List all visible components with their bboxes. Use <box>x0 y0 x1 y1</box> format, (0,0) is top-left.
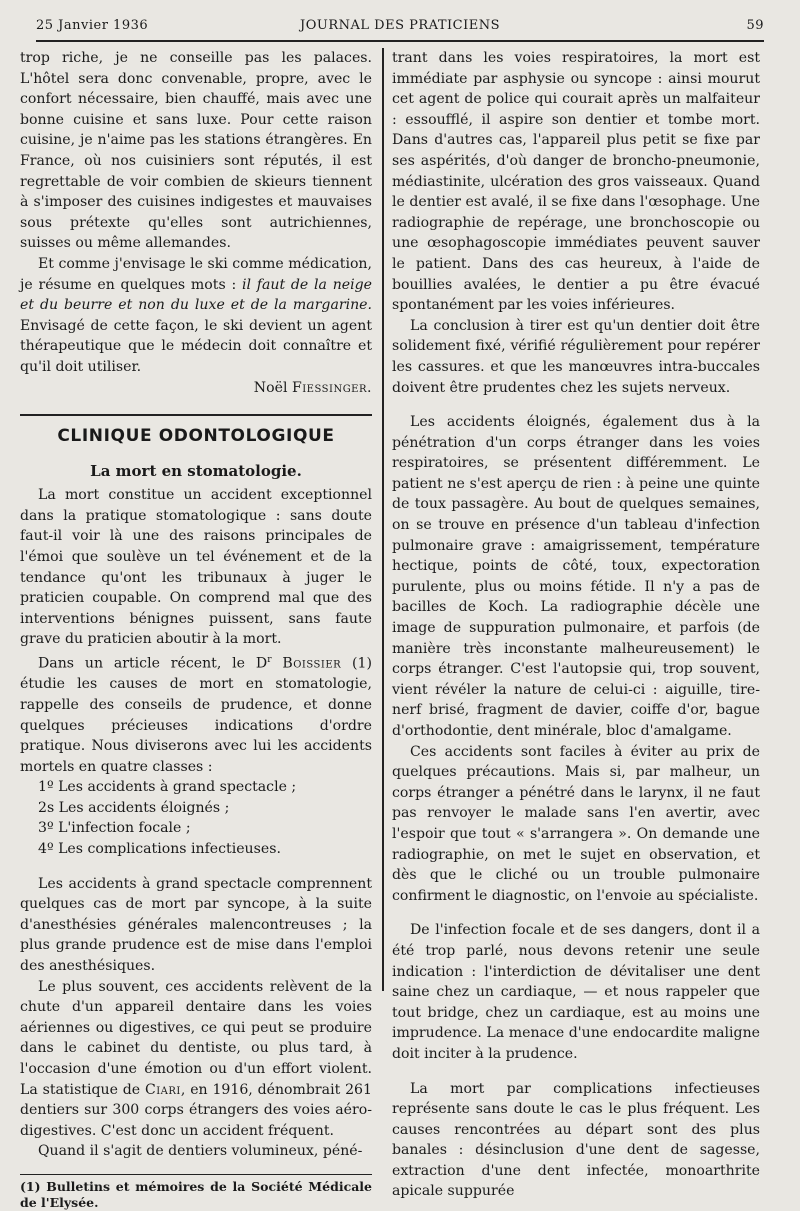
list-item: 4º Les complications infectieuses. <box>38 841 281 858</box>
paragraph: trant dans les voies respiratoires, la mort est immédiate par asphysie ou syncope : ainsi mourut cet agent de police qui courait après un malfaiteur : essoufflé, il aspire son dentier et tombe mort. Dans d'autres cas, l'appareil plus petit se fixe par ses aspérités, d'où danger de broncho-pneumonie, médiastinite, ulcération des gros vaisseaux. Quand le dentier est avalé, il se fixe dans l'œsophage. Une radiographie de repérage, une bronchoscopie ou une œsophagoscopie immédiates peuvent sauver le patient. Dans des cas heureux, à l'aide de bouillies avalées, le dentier a pu être évacué spontanément par les voies inférieures. <box>392 50 760 314</box>
right-column <box>392 48 760 1200</box>
classes-list <box>20 777 372 859</box>
journal-title: JOURNAL DES PRATICIENS <box>300 18 500 33</box>
paragraph: Les accidents éloignés, également dus à la pénétration d'un corps étranger dans les voies respiratoires, se présentent différemment. Le patient ne s'est aperçu de rien : à peine une quinte de toux passagère. Au bout de quelques semaines, on se trouve en présence d'un tableau d'infection pulmonaire grave : amaigrissement, température hectique, points de côté, toux, expectoration purulente, plus ou moins fétide. Il n'y a pas de bacilles de Koch. La radiographie décèle une image de suppuration pulmonaire, et parfois (de manière très inconstante malheureusement) le corps étranger. C'est l'autopsie qui, trop souvent, vient révéler la nature de celui-ci : aiguille, tire-nerf brisé, fragment de davier, coiffe d'or, bague d'orthodontie, dent minérale, bloc d'amalgame. <box>392 414 760 739</box>
paragraph: La mort constitue un accident exceptionnel dans la pratique stomatologique : sans doute faut-il voir là une des raisons principales de l'émoi que soulève un tel événement et de la tendance qu'ont les tribunaux à juger le praticien coupable. On comprend mal que des interventions bénignes puissent, sans faute grave du praticien aboutir à la mort. <box>20 487 372 648</box>
list-item: 3º L'infection focale ; <box>38 820 191 837</box>
author-name: Boissier <box>282 655 342 672</box>
running-header <box>36 16 764 42</box>
paragraph: Le plus souvent, ces accidents relèvent de la chute d'un appareil dentaire dans les voies aériennes ou digestives, ce qui peut se produire dans le cabinet du dentiste, ou plus tard, à l'occasion d'une émotion ou d'un effort violent. La statistique de Ciari, en 1916, dénombrait 261 dentiers sur 300 corps étrangers des voies aéro-digestives. C'est donc un accident fréquent. <box>20 978 372 1139</box>
list-item: 1º Les accidents à grand spectacle ; <box>38 779 297 796</box>
paragraph: Dans un article récent, le $D^r$ Boissier (1) étudie les causes de mort en stomatologie, rappelle des conseils de prudence, et donne quelques précieuses indications d'ordre pratique. Nous diviserons avec lui les accidents mortels en quatre classes : <box>20 655 372 775</box>
paragraph: De l'infection focale et de ses dangers, dont il a été trop parlé, nous devons retenir une seule indication : l'interdiction de dévitaliser une dent saine chez un cardiaque, — et nous rappeler que tout bridge, chez un cardiaque, est au moins une imprudence. La menace d'une endocardite maligne doit inciter à la prudence. <box>392 922 760 1062</box>
paragraph: Et comme j'envisage le ski comme médication, je résume en quelques mots : il faut de la neige et du beurre et non du luxe et de la margarine. Envisagé de cette façon, le ski devient un agent thérapeutique que le médecin doit connaître et qu'il doit utiliser. <box>20 255 372 375</box>
paragraph: La mort par complications infectieuses représente sans doute le cas le plus fréquent. Les causes rencontrées au départ sont des plus banales : désinclusion d'une dent de sagesse, extraction d'une dent infectée, monoarthrite apicale suppurée <box>392 1080 760 1200</box>
article-title: La mort en stomatologie. <box>90 461 302 480</box>
section-divider <box>20 414 372 416</box>
column-divider <box>382 48 384 991</box>
author-name: Ciari <box>144 1081 181 1098</box>
author-signature: Noël Fiessinger. <box>253 379 372 396</box>
paragraph: trop riche, je ne conseille pas les palaces. L'hôtel sera donc convenable, propre, avec le confort nécessaire, bien chauffé, mais avec une bonne cuisine et sans luxe. Pour cette raison cuisine, je n'aime pas les stations étrangères. En France, où nos cuisiniers sont réputés, il est regrettable de voir combien de skieurs tiennent à s'imposer des cuisines indigestes et mauvaises sous prétexte qu'elles sont autrichiennes, suisses ou même allemandes. <box>20 50 372 252</box>
list-item: 2s Les accidents éloignés ; <box>38 799 230 816</box>
footnote-divider <box>20 1174 372 1175</box>
footnote: (1) Bulletins et mémoires de la Société Médicale de l'Elysée. <box>20 1178 372 1210</box>
section-title: CLINIQUE ODONTOLOGIQUE <box>57 426 335 447</box>
page-number: 59 <box>746 18 764 33</box>
paragraph: Ces accidents sont faciles à éviter au prix de quelques précautions. Mais si, par malheur, un corps étranger a pénétré dans le larynx, il ne faut pas renvoyer le malade sans l'en avertir, avec l'espoir que tout « s'arrangera ». On demande une radiographie, on met le sujet en observation, et dès que le cliché ou un trouble pulmonaire confirment le diagnostic, on l'envoie au spécialiste. <box>392 743 760 904</box>
italic-quote: il faut de la neige et du beurre et non du luxe et de la margarine. <box>20 276 372 314</box>
paragraph: Quand il s'agit de dentiers volumineux, péné- <box>38 1143 363 1160</box>
issue-date: 25 Janvier 1936 <box>36 18 149 33</box>
paragraph: La conclusion à tirer est qu'un dentier doit être solidement fixé, vérifié régulièrement pour repérer les cassures. et que les manœuvres intra-buccales doivent être prudentes chez les sujets nerveux. <box>392 317 760 396</box>
paragraph: Les accidents à grand spectacle comprennent quelques cas de mort par syncope, à la suite d'anesthésies générales malencontreuses ; la plus grande prudence est de mise dans l'emploi des anesthésiques. <box>20 875 372 975</box>
left-column <box>20 48 372 1210</box>
